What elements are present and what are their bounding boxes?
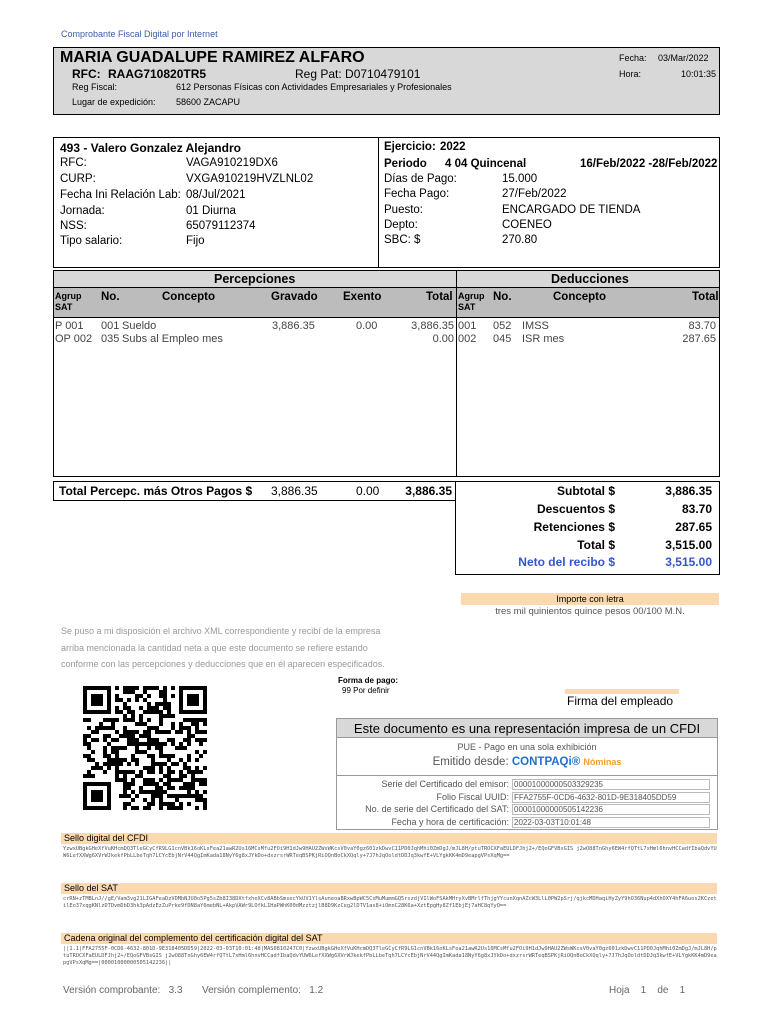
sello-sat-text: crRN+zTMBLnJ//gE/Vam3vg21LIGAFeaDzVDMbNJU0o5Pg5sZb8I38DXtfxheXCv8ABbSmsecYkUV1YlsAuneoaBRxwBpWC5CxMuMummGQ5rxzdjVIlWoFSAkMHryXvBMrlfThjgYYcunXqnAZcW3LlL0PW2pSrj/qjkcMDHaqiHyZyY9hO36Nup4dXhOXY4hFA6uos2KCzetilEo37xqgKNlzDTDvmDbD3hk3pAdzEzZuPrke9fDN8aY6mebNL+AkpVAWr9LOfkL1HaPWhK00dMzztzjlB8D9KzCeg2lDTV1as8+iOmnC28K6a+XztEpgHy8Zf1EbjEj7aHC8qYyQ== [63,896,717,909]
perc-agrup-header: Agrup [55,291,82,301]
ded-row-total: 83.70 [688,320,716,332]
total-percep-total: 3,886.35 [405,484,452,498]
cert-emisor-value: 00001000000503329235 [512,779,710,790]
pd-column-headers [54,288,719,318]
pd-vertical-divider [456,271,457,476]
fecha-cert-value: 2022-03-03T10:01:48 [512,817,710,828]
total-label: Total $ [577,538,615,552]
ded-concepto-header: Concepto [553,291,607,303]
lugar-value: 58600 ZACAPU [176,97,241,107]
puesto-label: Puesto: [384,204,423,216]
document-caption: Comprobante Fiscal Digital por Internet [61,29,218,39]
perc-total-header: Total [426,291,453,303]
emp-fecha-ini-label: Fecha Ini Relación Lab: [60,189,181,201]
cert-sat-value: 00001000000505142236 [512,804,710,815]
firma-label: Firma del empleado [567,694,674,708]
hora-label: Hora: [619,69,642,79]
forma-pago-label: Forma de pago: [338,676,399,685]
cert-emisor-label: Serie del Certificado del emisor: [381,779,509,789]
emp-tipo-salario-value: Fijo [186,235,205,247]
fecha-value: 03/Mar/2022 [658,53,709,63]
fecha-cert-label: Fecha y hora de certificación: [391,817,509,827]
employee-box [53,137,720,268]
issuer-rfc-label: RFC: [72,67,101,81]
ejercicio-label: Ejercicio: [384,141,436,153]
fecha-pago-value: 27/Feb/2022 [502,188,567,200]
hora-value: 10:01:35 [680,69,716,79]
disclaimer-line: arriba mencionada la cantidad neta a que este documento se refiere estando [61,643,368,653]
ded-row-concepto: IMSS [522,320,549,332]
cadena-original-title: Cadena original del complemento del certificación digital del SAT [61,933,717,944]
importe-text: tres mil quinientos quince pesos 00/100 M.N. [495,606,685,617]
descuentos-label: Descuentos $ [536,502,615,516]
perc-gravado-header: Gravado [271,291,318,303]
issuer-regpat: Reg Pat: D0710479101 [295,67,421,81]
deducciones-title: Deducciones [551,272,629,286]
totals-summary-box [455,481,720,575]
sbc-label: SBC: $ [384,234,421,246]
ded-sat-header: SAT [458,302,476,312]
subtotal-label: Subtotal $ [556,484,615,498]
descuentos-value: 83.70 [681,502,712,516]
footer-hoja: Hoja 1 de 1 [609,985,686,996]
cfdi-title: Este documento es una representación impresa de un CFDI [337,719,717,738]
issuer-name: MARIA GUADALUPE RAMIREZ ALFARO [60,49,365,66]
cfdi-box [336,718,718,830]
ded-total-header: Total [692,291,719,303]
employee-title: 493 - Valero Gonzalez Alejandro [60,141,241,155]
emp-fecha-ini-value: 08/Jul/2021 [186,189,246,201]
subtotal-value: 3,886.35 [665,484,712,498]
ded-row-no: 045 [493,333,512,345]
percepciones-title: Percepciones [214,272,296,286]
perc-row-agrup: P 001 [55,320,84,332]
ded-no-header: No. [493,291,512,303]
cfdi-divider [337,775,717,776]
regfiscal-value: 612 Personas Físicas con Actividades Empresariales y Profesionales [176,82,452,92]
cfdi-emitido [337,756,717,768]
neto-label: Neto del recibo $ [518,555,615,569]
emp-nss-label: NSS: [60,220,87,232]
periodo-label: Periodo [384,158,427,170]
ded-agrup-header: Agrup [458,291,485,301]
cfdi-pue: PUE - Pago en una sola exhibición [457,742,597,752]
qr-code-icon [83,686,207,810]
neto-value: 3,515.00 [665,555,712,569]
fecha-label: Fecha: [619,53,647,63]
dias-pago-label: Días de Pago: [384,173,457,185]
percepciones-deducciones-table [53,270,720,477]
lugar-label: Lugar de expedición: [72,97,156,107]
folio-uuid-label: Folio Fiscal UUID: [436,792,509,802]
emp-rfc-value: VAGA910219DX6 [186,157,278,169]
emp-curp-value: VXGA910219HVZLNL02 [186,173,314,185]
importe-label: Importe con letra [461,593,719,605]
perc-row-no: 035 [101,333,120,345]
perc-row-total: 3,886.35 [411,320,454,332]
emitido-label: Emitido desde: [432,756,509,768]
emp-jornada-value: 01 Diurna [186,205,236,217]
emp-rfc-label: RFC: [60,157,87,169]
perc-concepto-header: Concepto [162,291,216,303]
ded-row-agrup: 002 [458,333,477,345]
issuer-rfc-value: RAAG710820TR5 [108,67,207,81]
disclaimer-line: Se puso a mi disposición el archivo XML correspondiente y recibí de la empresa [61,626,381,636]
emp-jornada-label: Jornada: [60,205,105,217]
ded-row-no: 052 [493,320,512,332]
perc-exento-header: Exento [343,291,382,303]
total-percep-label: Total Percepc. más Otros Pagos $ [59,484,253,498]
perc-row-exento: 0.00 [356,320,378,332]
emp-curp-label: CURP: [60,173,96,185]
cadena-original-text: ||1.1|FFA2755F-0CD6-4632-801D-9E318405DD59|2022-03-03T10:01:48|MAS0810247C0|YzwxUBgkGHeXfVuKHcmDQ3TleGCyCfR9LG1cnVBk16oKLsFea21awR2Us16MCsMfu2FOi9H1dJw9HAU2ZWsWKcsV0vaY0gz601zkDwvC11PD0JqhMhi0ZmDgJ/mJL8H/ptuTROCXFaEULDFJhj2+/EQoGFVBsGIS j2wO88TnGhy6EW4rfQTtL7xHml6hnvHCCadfIbaQdvYUW6LefXXWg6XVrWJkekfPbLLbeTqh7LCYcEbjNrV44QgImKada18NyY6g8xJYkDo+dxzrsrWRTeqBSPKjRiOQnBoCkXQqly+7J7hJqOoldtDDJq3kwfE+VLYgkKK4mD9eapgVPsXqMg==|00001000000505142236|| [63,946,717,966]
employee-divider [378,138,379,267]
perc-row-concepto: Subs al Empleo mes [122,333,223,345]
puesto-value: ENCARGADO DE TIENDA [502,204,641,216]
ded-row-concepto: ISR mes [522,333,565,345]
fecha-pago-label: Fecha Pago: [384,188,450,200]
perc-row-agrup: OP 002 [55,333,93,345]
depto-value: COENEO [502,219,552,231]
dias-pago-value: 15.000 [502,173,538,185]
cert-sat-label: No. de serie del Certificado del SAT: [365,804,509,814]
total-percep-gravado: 3,886.35 [271,484,318,498]
forma-pago-value: 99 Por definir [342,686,390,695]
nominas-product: Nóminas [583,757,622,767]
ded-row-total: 287.65 [682,333,716,345]
retenciones-value: 287.65 [675,520,712,534]
perc-row-no: 001 [101,320,120,332]
periodo-range: 16/Feb/2022 -28/Feb/2022 [580,158,718,170]
total-value: 3,515.00 [665,538,712,552]
contpaqi-brand: CONTPAQi® [511,756,581,768]
perc-row-gravado: 3,886.35 [272,320,315,332]
disclaimer-line: conforme con las percepciones y deducciones que en él aparecen especificados. [61,659,385,669]
pd-title-bar [54,271,719,288]
ded-row-agrup: 001 [458,320,477,332]
footer-version: Versión comprobante: 3.3 Versión complemento: 1.2 [63,985,324,996]
periodo-value: 4 04 Quincenal [445,158,527,170]
emp-tipo-salario-label: Tipo salario: [60,235,123,247]
perc-row-concepto: Sueldo [122,320,157,332]
total-percep-exento: 0.00 [356,484,380,498]
retenciones-label: Retenciones $ [533,520,615,534]
sello-cfdi-title: Sello digital del CFDI [61,833,717,844]
perc-row-total: 0.00 [432,333,454,345]
depto-label: Depto: [384,219,418,231]
perc-no-header: No. [101,291,120,303]
emp-nss-value: 65079112374 [186,220,256,232]
regfiscal-label: Reg Fiscal: [72,82,118,92]
issuer-header [53,47,720,115]
sbc-value: 270.80 [502,234,538,246]
folio-uuid-value: FFA2755F-0CD6-4632-801D-9E318405DD59 [512,792,710,803]
total-percepciones-box [53,481,456,501]
sello-cfdi-text: YzwxUBgkGHeXfVuKHcmDQ3TleGCyCfR9LG1cnVBk16oKLsFea21awR2Us16MCsMfu2FOi9H1dJw9HAU2ZWsWKcsV0vaY0gz601zkDwvC11PD0JqhMhi0ZmDgJ/mJL8H/ptuTROCXFaEULDFJhj2+/EQoGFVBsGIS j2wO88TnGhy6EW4rfQTtL7xHml6hnvHCCadfIbaQdvYUW6LefXXWg6XVrWJkekfPbLLbeTqh7LCYcEbjNrV44QgImKada18NyY6g8xJYkDo+dxzrsrWRTeqBSPKjRiOQnBoCkXQqly+7J7hJqOoldtDDJq3kwfE+VLYgkKK4mD9eapgVPsXqMg== [63,846,717,859]
sello-sat-title: Sello del SAT [61,883,717,894]
ejercicio-value: 2022 [440,141,466,153]
perc-sat-header: SAT [55,302,73,312]
